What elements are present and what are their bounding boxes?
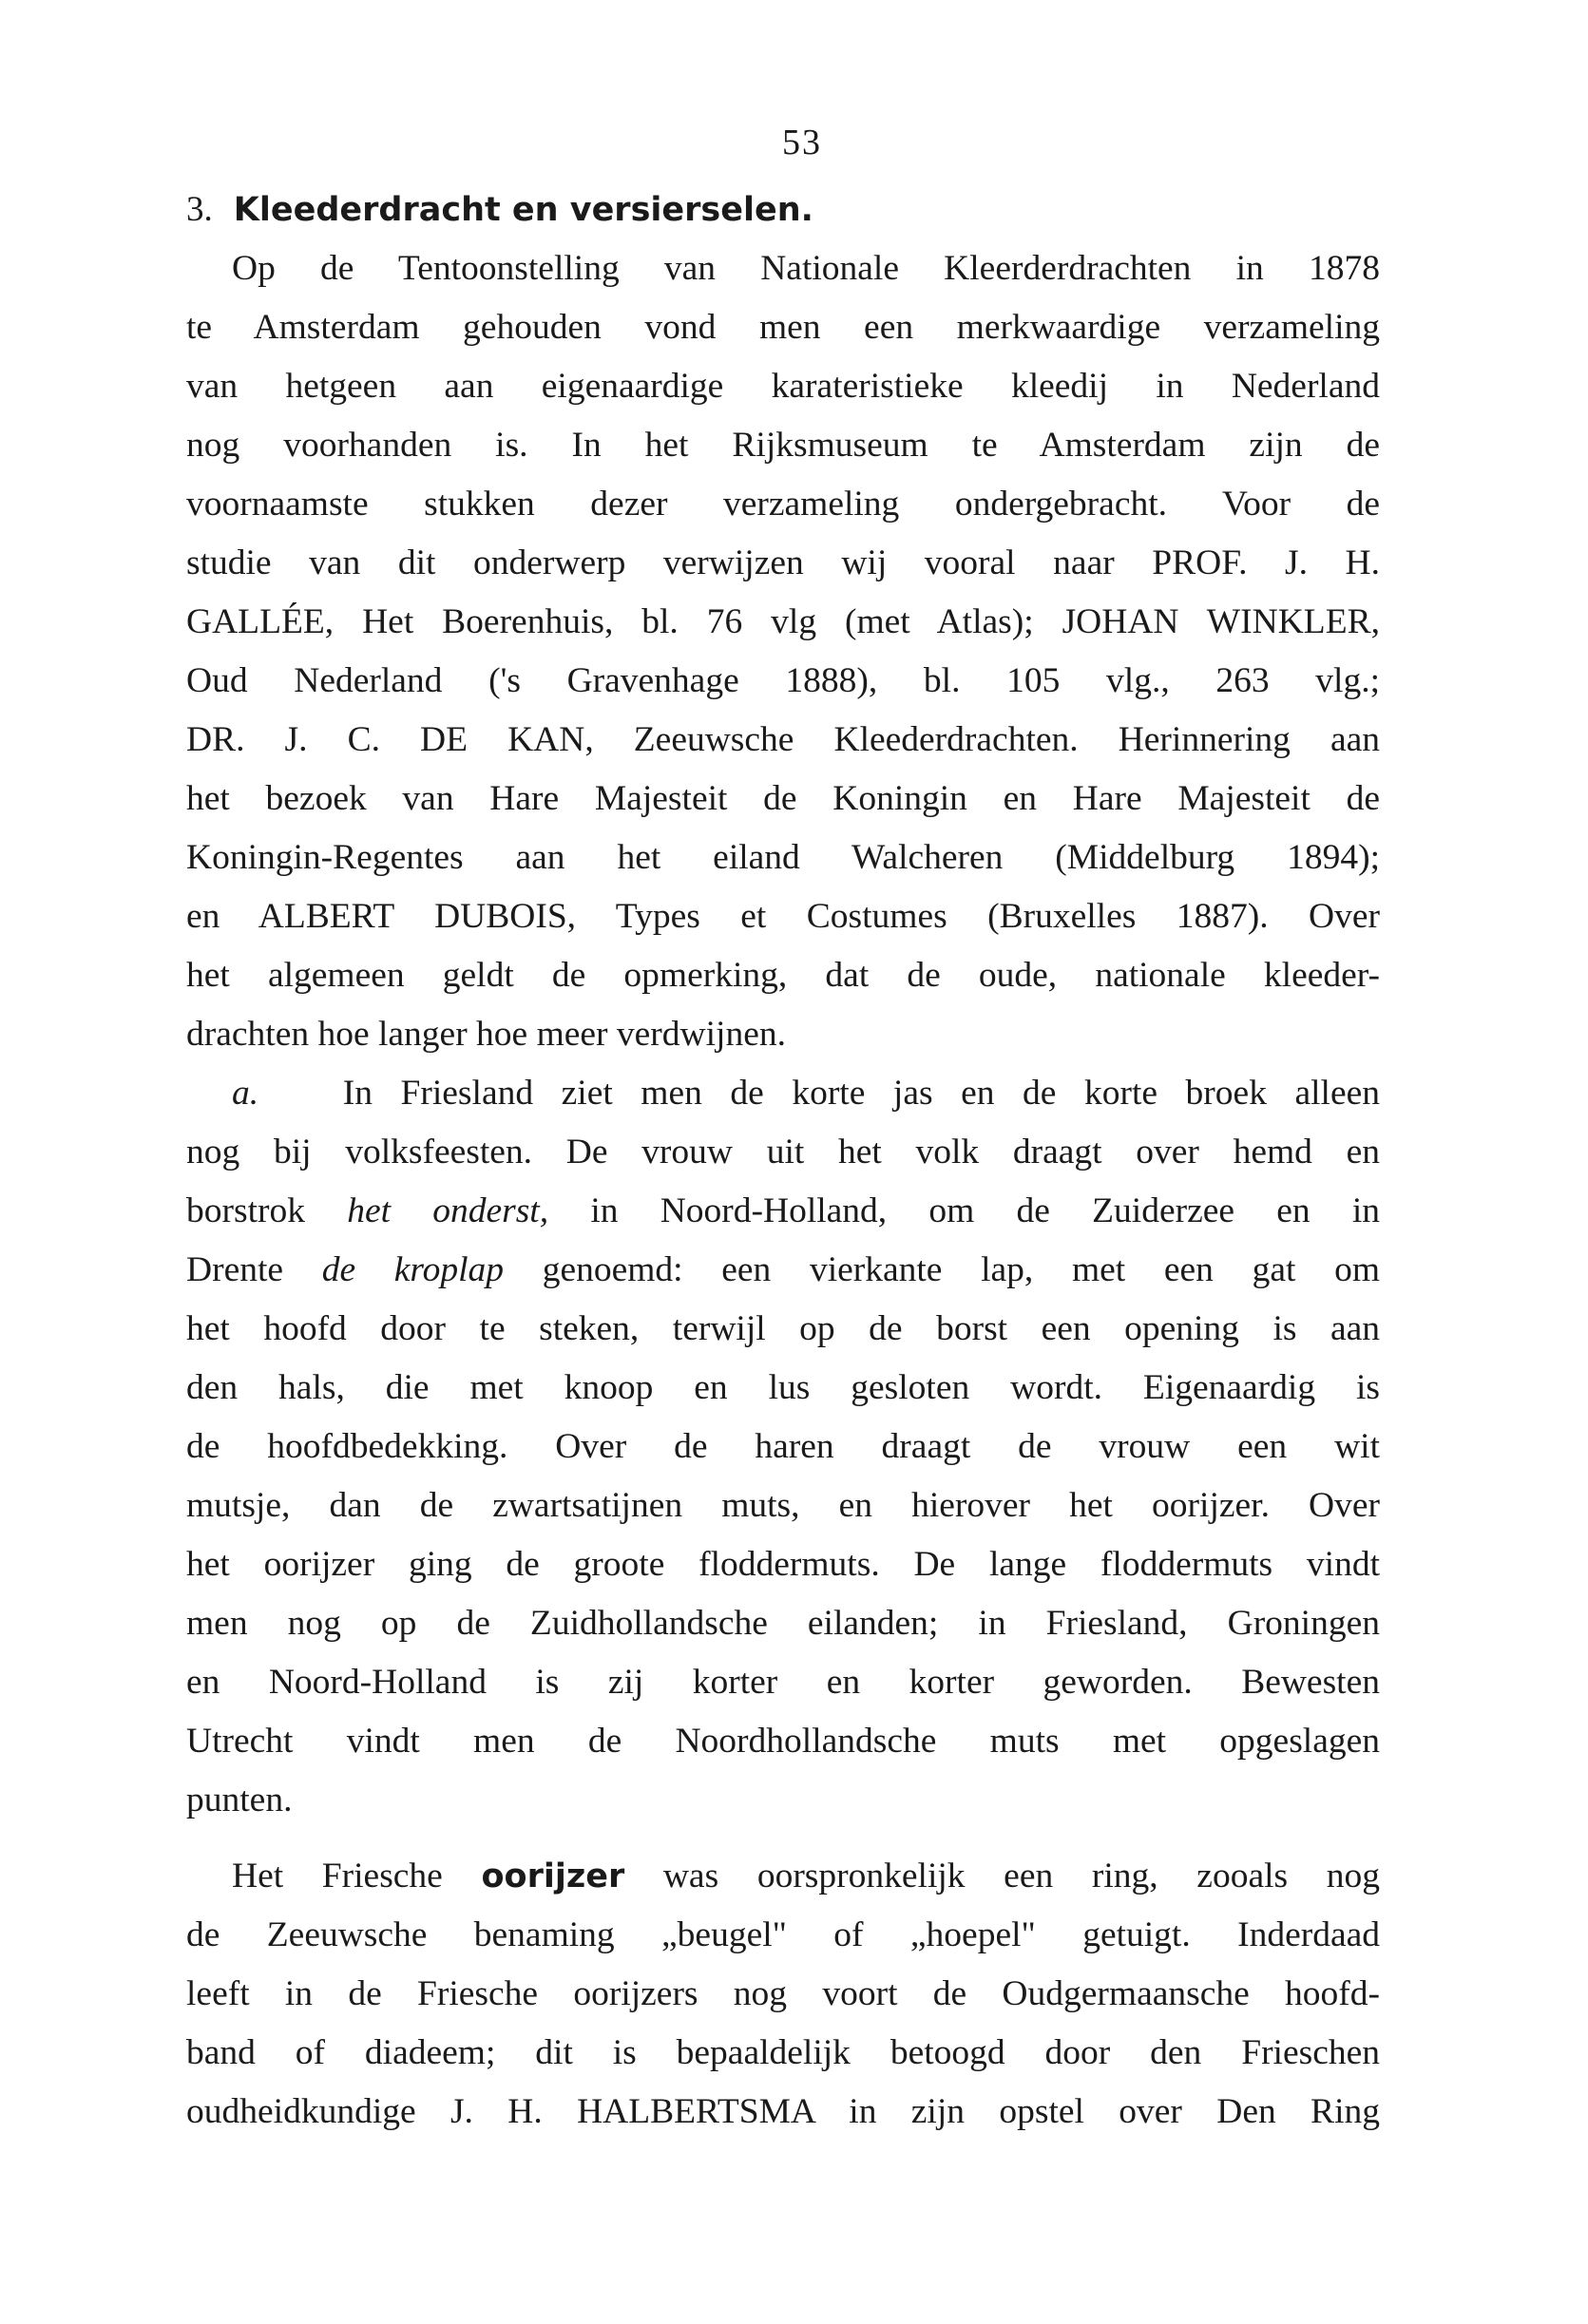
text-line: band of diadeem; dit is bepaaldelijk betoogd door den Frieschen [186, 2033, 1380, 2072]
text-line: de Zeeuwsche benaming „beugel" of „hoepel" getuigt. Inderdaad [186, 1915, 1380, 1954]
text-line [186, 1064, 1380, 1123]
text-line: men nog op de Zuidhollandsche eilanden; in Friesland, Groningen [186, 1604, 1380, 1643]
text-line: leeft in de Friesche oorijzers nog voort de Oudgermaansche hoofd- [186, 1974, 1380, 2013]
text-line: te Amsterdam gehouden vond men een merkwaardige verzameling [186, 308, 1380, 347]
text-line [186, 1182, 1380, 1241]
text-line: het hoofd door te steken, terwijl op de borst een opening is aan [186, 1309, 1380, 1348]
line-text: genoemd: een vierkante lap, met een gat om [504, 1250, 1380, 1289]
paragraph-2 [186, 1064, 1380, 1830]
text-line: Utrecht vindt men de Noordhollandsche muts met opgeslagen [186, 1722, 1380, 1761]
italic-term: de kroplap [321, 1250, 505, 1289]
line-text: borstrok [186, 1191, 348, 1230]
text-line [186, 1847, 1380, 1906]
list-marker: a. [232, 1074, 259, 1113]
book-page [186, 114, 1380, 2142]
page-number: 53 [782, 123, 822, 162]
section-heading [186, 181, 1380, 239]
text-line: en ALBERT DUBOIS, Types et Costumes (Bruxelles 1887). Over [186, 897, 1380, 936]
text-line: de hoofdbedekking. Over de haren draagt de vrouw een wit [186, 1427, 1380, 1466]
line-text: Het Friesche [232, 1857, 482, 1895]
paragraph-3 [186, 1847, 1380, 2142]
text-line: voornaamste stukken dezer verzameling ondergebracht. Voor de [186, 485, 1380, 524]
text-line: van hetgeen aan eigenaardige karateristieke kleedij in Nederland [186, 367, 1380, 406]
text-line: het oorijzer ging de groote floddermuts. De lange floddermuts vindt [186, 1545, 1380, 1584]
text-line: mutsje, dan de zwartsatijnen muts, en hierover het oorijzer. Over [186, 1486, 1380, 1525]
text-line: DR. J. C. DE KAN, Zeeuwsche Kleederdrachten. Herinnering aan [186, 720, 1380, 759]
text-line: den hals, die met knoop en lus gesloten wordt. Eigenaardig is [186, 1368, 1380, 1407]
line-text: In Friesland ziet men de korte jas en de korte broek alleen [342, 1074, 1380, 1113]
italic-term: het onderst, [347, 1191, 549, 1230]
text-line: drachten hoe langer hoe meer verdwijnen. [186, 1015, 786, 1054]
line-text: in Noord-Holland, om de Zuiderzee en in [548, 1191, 1380, 1230]
text-line [186, 1241, 1380, 1300]
text-line: studie van dit onderwerp verwijzen wij vooral naar PROF. J. H. [186, 543, 1380, 582]
text-line: en Noord-Holland is zij korter en korter geworden. Bewesten [186, 1663, 1380, 1702]
text-line: nog voorhanden is. In het Rijksmuseum te Amsterdam zijn de [186, 426, 1380, 465]
text-line: Oud Nederland ('s Gravenhage 1888), bl. 105 vlg., 263 vlg.; [186, 661, 1380, 700]
line-text: was oorspronkelijk een ring, zooals nog [624, 1857, 1380, 1895]
text-line: Koningin-Regentes aan het eiland Walcheren (Middelburg 1894); [186, 838, 1380, 877]
section-title: Kleederdracht en versierselen. [233, 191, 813, 229]
text-line: punten. [186, 1781, 293, 1819]
bold-term: oorijzer [481, 1857, 625, 1895]
paragraph-1 [186, 239, 1380, 1064]
line-text: Drente [186, 1250, 322, 1289]
text-line: nog bij volksfeesten. De vrouw uit het volk draagt over hemd en [186, 1133, 1380, 1172]
text-line: GALLÉE, Het Boerenhuis, bl. 76 vlg (met Atlas); JOHAN WINKLER, [186, 602, 1380, 641]
text-line: oudheidkundige J. H. HALBERTSMA in zijn opstel over Den Ring [186, 2092, 1380, 2131]
text-line: Op de Tentoonstelling van Nationale Kleerderdrachten in 1878 [232, 249, 1380, 288]
section-number: 3. [186, 190, 213, 229]
text-line: het algemeen geldt de opmerking, dat de oude, nationale kleeder- [186, 956, 1380, 995]
text-line: het bezoek van Hare Majesteit de Koningin en Hare Majesteit de [186, 779, 1380, 818]
